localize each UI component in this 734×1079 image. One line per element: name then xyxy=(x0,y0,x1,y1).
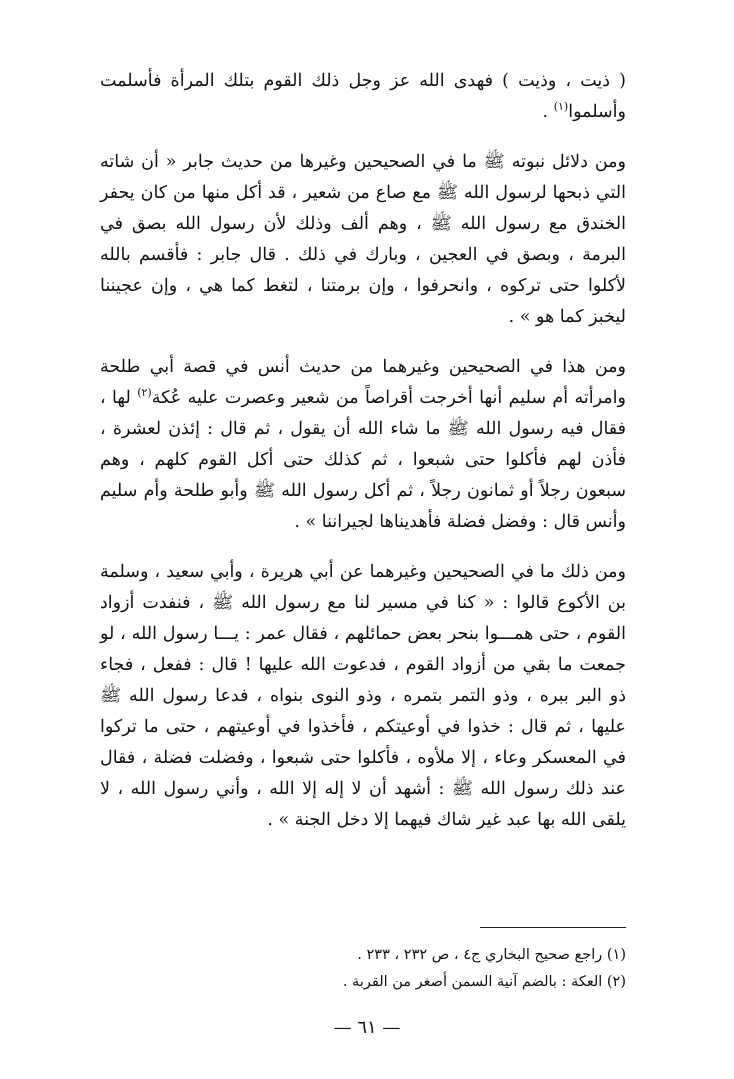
footnotes xyxy=(100,942,626,996)
paragraph-text: ومن دلائل نبوته ﷺ ما في الصحيحين وغيرها من حديث جابر « أن شاته التي ذبحها لرسول الله ﷺ مع صاع من شعير ، قد أكل منها من كان يحفر الخندق مع رسول الله ﷺ ، وهم ألف وذلك لأن رسول الله بصق في البرمة ، وبصق في العجين ، وبارك في ذلك . قال جابر : فأقسم بالله لأكلوا حتى تركوه ، وانحرفوا ، وإن برمتنا ، لتغط كما هي ، وإن عجيننا ليخبز كما هو » . xyxy=(100,152,626,327)
paragraph-jabir xyxy=(100,147,626,333)
footnote-ref-1: (١) xyxy=(553,100,569,114)
paragraph-tail: لها ، فقال فيه رسول الله ﷺ ما شاء الله أن يقول ، ثم قال : إئذن لعشرة ، فأذن لهم فأكلوا حتى شبعوا ، ثم كذلك حتى أكل القوم كلهم ، وهم سبعون رجلاً أو ثمانون رجلاً ، ثم أكل رسول الله ﷺ وأبو طلحة وأم سليم وأنس قال : وفضل فضلة فأهديناها لجيراننا » . xyxy=(100,388,626,532)
paragraph-text: ومن ذلك ما في الصحيحين وغيرهما عن أبي هريرة ، وأبي سعيد ، وسلمة بن الأكوع قالوا : « كنا في مسير لنا مع رسول الله ﷺ ، فنفدت أزواد القوم ، حتى همـــوا بنحر بعض حمائلهم ، فقال عمر : يـــا رسول الله ، لو جمعت ما بقي من أزواد القوم ، فدعوت الله عليها ! قال : ففعل ، فجاء ذو البر ببره ، وذو التمر بتمره ، وذو النوى بنواه ، فدعا رسول الله ﷺ عليها ، ثم قال : خذوا في أوعيتكم ، فأخذوا في أوعيتهم ، حتى ما تركوا في المعسكر وعاء ، إلا ملأوه ، فأكلوا حتى شبعوا ، وفضلت فضلة ، فقال عند ذلك رسول الله ﷺ : أشهد أن لا إله إلا الله ، وأني رسول الله ، لا يلقى الله بها عبد غير شاك فيهما إلا دخل الجنة » . xyxy=(100,562,626,830)
paragraph-conversion xyxy=(100,66,626,128)
footnote-1: (١) راجع صحيح البخاري ج٤ ، ص ٢٣٢ ، ٢٣٣ . xyxy=(357,947,626,963)
paragraph-abu-hurayra xyxy=(100,557,626,836)
paragraph-anas xyxy=(100,352,626,538)
paragraph-text: ( ذيت ، وذيت ) فهدى الله عز وجل ذلك القوم بتلك المرأة فأسلمت وأسلموا xyxy=(100,71,626,122)
footnote-divider xyxy=(480,927,626,928)
main-text xyxy=(100,66,626,836)
page-number: — ٦١ — xyxy=(333,1017,401,1038)
footnote-ref-2: (٢) xyxy=(137,386,152,400)
paragraph-tail: . xyxy=(542,102,554,122)
paragraph-text: ومن هذا في الصحيحين وغيرهما من حديث أنس في قصة أبي طلحة وامرأته أم سليم أنها أخرجت أقراصاً من شعير وعصرت عليه عُكة xyxy=(100,357,626,408)
footnote-2: (٢) العكة : بالضم آنية السمن أصغر من القربة . xyxy=(342,974,626,990)
